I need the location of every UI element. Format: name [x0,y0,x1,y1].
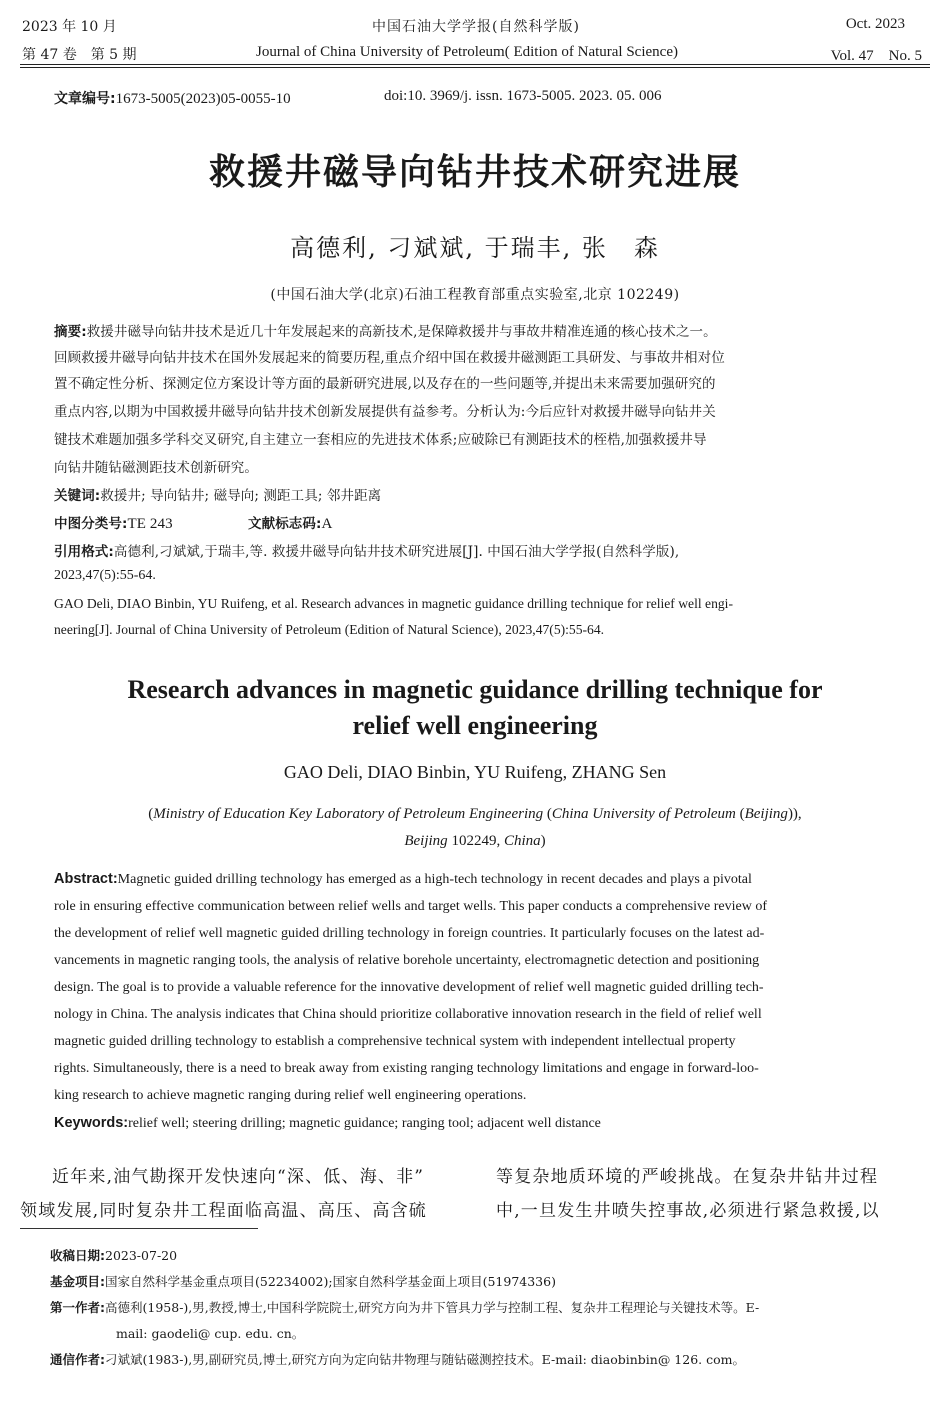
abstract-en-line: rights. Simultaneously, there is a need to break away from existing ranging technology limitations and engage in forward-loo- [54,1061,759,1076]
doi: doi:10. 3969/j. issn. 1673-5005. 2023. 05. 006 [384,88,662,104]
title-en-line2: relief well engineering [352,711,598,740]
header-date-cn: 2023 年 10 月 [22,19,117,35]
body-left-line: 近年来,油气勘探开发快速向“深、低、海、非” [52,1167,425,1187]
citation-cn-cont: 2023,47(5):55-64. [54,568,156,583]
abstract-en-line: nology in China. The analysis indicates that China should prioritize collaborative innovation research in the field of relief well [54,1007,762,1022]
affiliation-cn: (中国石油大学(北京)石油工程教育部重点实验室,北京 102249) [270,287,680,303]
header-journal-en: Journal of China University of Petroleum( Edition of Natural Science) [256,44,678,60]
abstract-en-line: the development of relief well magnetic guided drilling technology in foreign countries. It particularly focuses on the latest ad- [54,926,765,941]
received-date: 收稿日期:2023-07-20 [50,1248,178,1263]
header-volume-en: Vol. 47 No. 5 [830,48,922,64]
footnote-separator [20,1228,258,1229]
abstract-cn-line: 回顾救援井磁导向钻井技术在国外发展起来的简要历程,重点介绍中国在救援井磁测距工具研发、与事故井相对位 [54,350,725,366]
affiliation-en-line2: Beijing 102249, China) [404,833,546,849]
citation-cn: 引用格式:高德利,刁斌斌,于瑞丰,等. 救援井磁导向钻井技术研究进展[J]. 中国石油大学学报(自然科学版), [54,544,680,560]
title-en-line1: Research advances in magnetic guidance drilling technique for [127,675,823,704]
citation-en: GAO Deli, DIAO Binbin, YU Ruifeng, et al. Research advances in magnetic guidance drilling technique for relief well engi- [54,596,733,611]
abstract-cn-line: 摘要:救援井磁导向钻井技术是近几十年发展起来的高新技术,是保障救援井与事故井精准连通的核心技术之一。 [54,324,717,340]
first-author-cont: mail: gaodeli@ cup. edu. cn。 [116,1326,305,1341]
authors-en: GAO Deli, DIAO Binbin, YU Ruifeng, ZHANG Sen [283,762,667,782]
abstract-en-line: vancements in magnetic ranging tools, the analysis of relative borehole uncertainty, electromagnetic detection and positioning [54,953,760,968]
abstract-en-line: magnetic guided drilling technology to establish a comprehensive technical system with independent intellectual property [54,1034,736,1049]
body-left-line: 领域发展,同时复杂井工程面临高温、高压、高含硫 [20,1201,428,1221]
abstract-cn-line: 键技术难题加强多学科交叉研究,自主建立一套相应的先进技术体系;应破除已有测距技术的桎梏,加强救援井导 [54,432,707,448]
header-rule-top [20,64,930,65]
abstract-cn-line: 重点内容,以期为中国救援井磁导向钻井技术创新发展提供有益参考。分析认为:今后应针对救援井磁导向钻井关 [54,404,716,420]
citation-en-cont: neering[J]. Journal of China University of Petroleum (Edition of Natural Science), 2023,47(5):55-64. [54,622,605,637]
body-right-line: 中,一旦发生井喷失控事故,必须进行紧急救援,以 [496,1201,880,1221]
body-right-line: 等复杂地质环境的严峻挑战。在复杂井钻井过程 [496,1167,879,1187]
abstract-cn-label: 摘要: [54,324,87,340]
header-date-en: Oct. 2023 [845,16,905,32]
abstract-cn-line: 向钻井随钻磁测距技术创新研究。 [54,460,258,476]
abstract-en-line: king research to achieve magnetic ranging during relief well engineering operations. [54,1088,527,1103]
abstract-cn-line: 置不确定性分析、探测定位方案设计等方面的最新研究进展,以及存在的一些问题等,并提出未来需要加强研究的 [54,376,716,392]
fund-info: 基金项目:国家自然科学基金重点项目(52234002);国家自然科学基金面上项目(51974336) [50,1274,556,1289]
header-rule-bottom [20,67,930,68]
abstract-en-line: Abstract:Magnetic guided drilling technology has emerged as a high-tech technology in recent decades and plays a pivotal [54,871,752,887]
abstract-en-line: design. The goal is to provide a valuable reference for the innovative development of relief well magnetic guided drilling tech- [54,980,764,995]
title-cn: 救援井磁导向钻井技术研究进展 [208,151,741,193]
clc-number: 中图分类号:TE 243 [54,516,173,532]
authors-cn: 高德利, 刁斌斌, 于瑞丰, 张 森 [290,234,660,262]
first-author: 第一作者:高德利(1958-),男,教授,博士,中国科学院院士,研究方向为井下管具力学与控制工程、复杂井工程理论与关键技术等。E- [50,1300,760,1315]
document-code: 文献标志码:A [248,516,333,532]
keywords-en: Keywords:relief well; steering drilling; magnetic guidance; ranging tool; adjacent well distance [54,1115,601,1131]
keywords-cn: 关键词:救援井; 导向钻井; 磁导向; 测距工具; 邻井距离 [54,488,382,504]
article-number: 文章编号:1673-5005(2023)05-0055-10 [54,91,291,107]
corresponding-author: 通信作者:刁斌斌(1983-),男,副研究员,博士,研究方向为定向钻井物理与随钻磁测控技术。E-mail: diaobinbin@ 126. com。 [50,1352,745,1367]
abstract-en-label: Abstract: [54,871,118,887]
affiliation-en-line1: (Ministry of Education Key Laboratory of Petroleum Engineering (China University of Petroleum (Beijing)), [148,806,802,822]
abstract-en-line: role in ensuring effective communication between relief wells and target wells. This paper conducts a comprehensive review of [54,899,767,914]
header-journal-cn: 中国石油大学学报(自然科学版) [372,19,580,35]
header-volume-cn: 第 47 卷 第 5 期 [22,47,137,63]
